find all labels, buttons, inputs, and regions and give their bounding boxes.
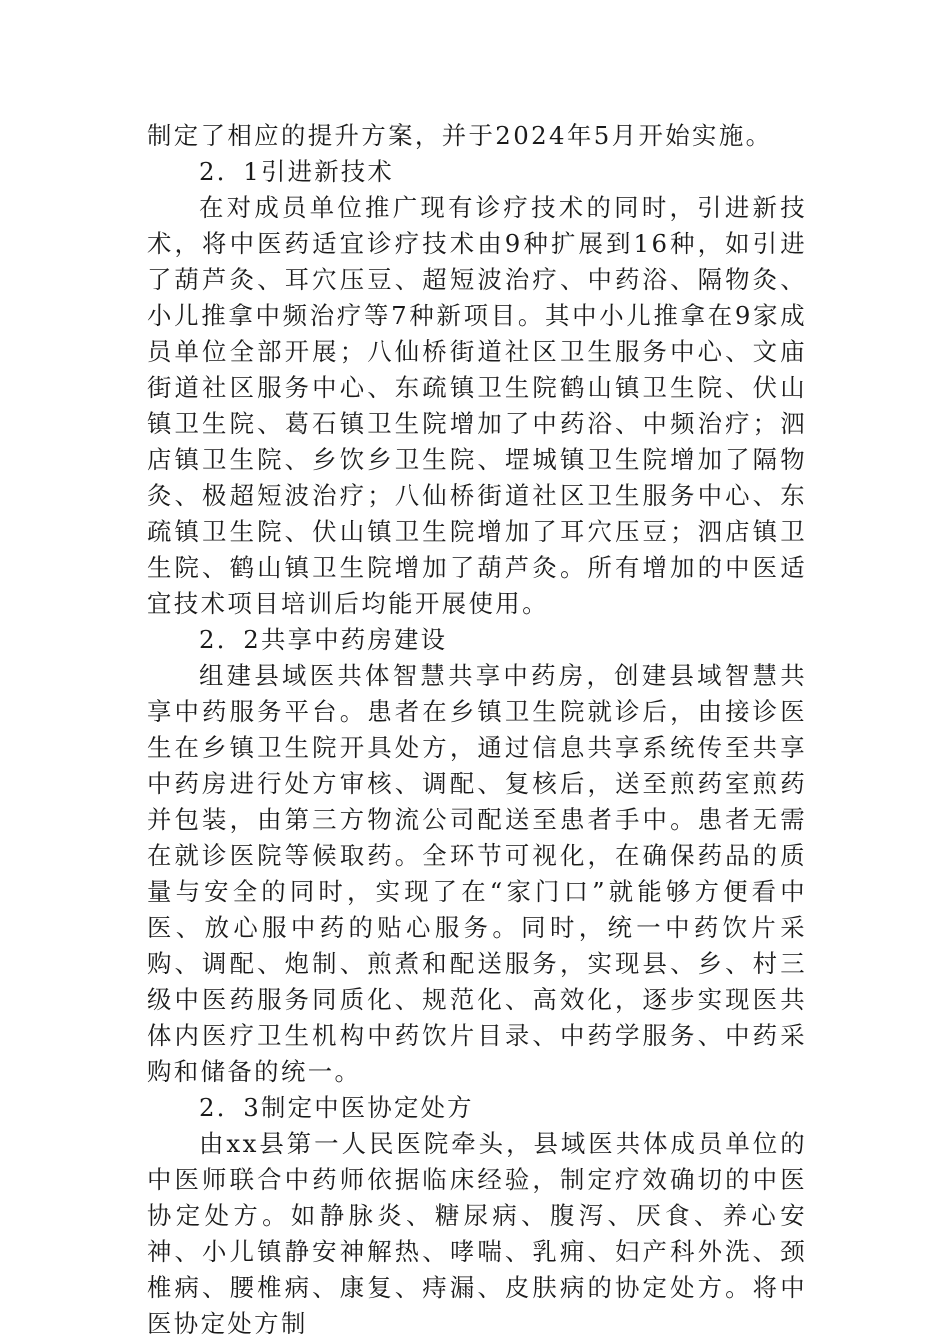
- section-paragraph-agreed-prescriptions: 由xx县第一人民医院牵头，县域医共体成员单位的中医师联合中药师依据临床经验，制定疗效确切的中医协定处方。如静脉炎、糖尿病、腹泻、厌食、养心安神、小儿镇静安神解热、哮喘、乳痈、妇产科外洗、颈椎病、腰椎病、康复、痔漏、皮肤病的协定处方。将中医协定处方制: [147, 1129, 807, 1338]
- document-body: [147, 118, 807, 1342]
- section-paragraph-new-technology: 在对成员单位推广现有诊疗技术的同时，引进新技术，将中医药适宜诊疗技术由9种扩展到16种，如引进了葫芦灸、耳穴压豆、超短波治疗、中药浴、隔物灸、小儿推拿中频治疗等7种新项目。其中小儿推拿在9家成员单位全部开展；八仙桥街道社区卫生服务中心、文庙街道社区服务中心、东疏镇卫生院鹤山镇卫生院、伏山镇卫生院、葛石镇卫生院增加了中药浴、中频治疗；泗店镇卫生院、乡饮乡卫生院、堽城镇卫生院增加了隔物灸、极超短波治疗；八仙桥街道社区卫生服务中心、东疏镇卫生院、伏山镇卫生院增加了耳穴压豆；泗店镇卫生院、鹤山镇卫生院增加了葫芦灸。所有增加的中医适宜技术项目培训后均能开展使用。: [147, 193, 807, 618]
- intro-paragraph-tail: 制定了相应的提升方案，并于2024年5月开始实施。: [147, 121, 773, 150]
- section-heading-new-technology: 2．1引进新技术: [199, 157, 394, 186]
- section-heading-shared-pharmacy: 2．2共享中药房建设: [199, 625, 448, 654]
- section-paragraph-shared-pharmacy: 组建县域医共体智慧共享中药房，创建县域智慧共享中药服务平台。患者在乡镇卫生院就诊后，由接诊医生在乡镇卫生院开具处方，通过信息共享系统传至共享中药房进行处方审核、调配、复核后，送至煎药室煎药并包装，由第三方物流公司配送至患者手中。患者无需在就诊医院等候取药。全环节可视化，在确保药品的质量与安全的同时，实现了在“家门口”就能够方便看中医、放心服中药的贴心服务。同时，统一中药饮片采购、调配、炮制、煎煮和配送服务，实现县、乡、村三级中医药服务同质化、规范化、高效化，逐步实现医共体内医疗卫生机构中药饮片目录、中药学服务、中药采购和储备的统一。: [147, 661, 807, 1086]
- section-heading-agreed-prescriptions: 2．3制定中医协定处方: [199, 1093, 474, 1122]
